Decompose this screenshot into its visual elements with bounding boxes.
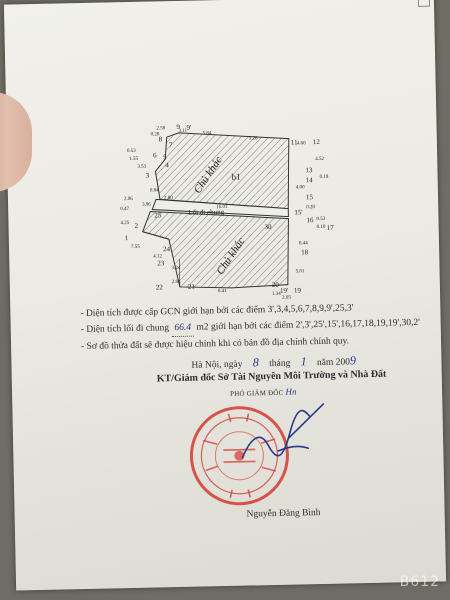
distance-label: 4.25 [120,220,130,227]
distance-label: 3.11 [178,128,188,134]
distance-label: 3.24 [171,265,181,272]
point-label: 18 [301,248,309,257]
point-label: 9' [186,123,192,132]
land-plot-diagram [118,115,352,310]
distance-label: 5.26 [248,136,258,142]
note-shared-path-prefix: - Diện tích lối đi chung [80,323,170,336]
distance-label: 1.34 [271,291,281,298]
distance-label: 4.00 [295,185,305,191]
note-adjustment: - Sơ đồ thửa đất sẽ được hiệu chỉnh khi có bản đồ địa chính chính quy. [80,336,350,353]
date-place: Hà Nội, ngày [191,359,243,371]
document-page [4,0,446,590]
signer-role [230,387,297,398]
distance-label: 2.84 [171,279,181,286]
area-label-b2: Chủ khác [214,235,248,277]
distance-label: 5.01 [295,269,305,275]
note-shared-path-suffix: m2 giới hạn bởi các điểm 2',3',25',15',16,17,18,19,19',30,2' [196,317,421,333]
distance-label: 3.96 [142,202,151,208]
point-label: 19' [279,286,289,295]
distance-label: 3.53 [137,164,147,170]
point-label: 7 [168,141,173,150]
shared-path-area-value: 66.4 [171,320,194,337]
distance-label: 7.55 [130,244,140,250]
date-month: 1 [300,354,307,369]
distance-label: 0.19 [319,174,329,180]
distance-label: 0.53 [316,216,326,223]
point-label: 13 [305,166,313,175]
point-label: 2 [134,221,139,230]
distance-label: 0.47 [120,206,130,213]
distance-label: 2.06 [123,196,133,203]
point-label: 14 [305,176,313,185]
point-label: 19 [293,286,302,295]
point-label: 8 [158,135,163,144]
point-label: 21 [187,282,195,291]
point-label: 12 [312,137,320,147]
distance-label: 0.10 [316,224,326,231]
distance-label: 0.28 [150,132,160,138]
date-year-label: năm 200 [316,357,351,369]
distance-label: 4.12 [153,254,163,260]
distance-label: 5.84 [202,131,212,137]
point-label: 3 [145,171,150,180]
distance-label: 16.01 [216,204,228,211]
signer-role-mark: Hn [285,386,297,397]
distance-label: 0.84 [149,188,159,194]
date-day: 8 [252,355,259,370]
point-label: 16 [306,216,314,225]
date-year-digit: 9 [349,353,357,368]
signer-role-title: PHÓ GIÁM ĐỐC [230,388,284,398]
camera-watermark: B612 [399,574,440,590]
distance-label: 2.58 [156,126,166,132]
point-label: 30 [264,223,272,232]
plot-notes [80,295,450,355]
point-label: 17 [326,223,334,232]
issuing-organization: KT/Giám đốc Sở Tài Nguyên Môi Trường và Nhà Đất [156,368,387,385]
point-label: 6 [153,151,157,160]
point-label: 11 [290,138,298,147]
corridor-label: Lối đi chung [188,208,225,217]
point-label: 9 [176,122,181,131]
signer-name: Nguyễn Đăng Bình [246,508,321,520]
date-month-label: tháng [269,358,291,370]
distance-label: 0.20 [306,205,316,211]
point-label: 20 [271,280,279,290]
note-certified-area: - Diện tích được cấp GCN giới hạn bởi các điểm 3',3,4,5,6,7,8,9,9',25,3' [80,303,354,320]
area-code-b1: b1 [231,171,241,182]
point-label: 4 [165,161,169,170]
point-label: 1 [124,234,129,243]
point-label: 24 [162,245,171,254]
point-label: 23 [157,259,165,268]
point-label: 25 [154,211,162,220]
area-label-b1: Chủ khác [191,154,225,196]
distance-label: 2.80 [163,196,173,202]
point-label: 15 [305,193,314,202]
point-label: 15' [294,208,303,217]
distance-label: 4.60 [296,141,306,147]
distance-label: 8.44 [298,241,308,247]
distance-label: 4.52 [315,156,325,163]
point-label: 5 [163,153,167,162]
distance-label: 0.53 [126,148,136,155]
handwritten-signature [237,398,328,470]
distance-label: 2.05 [282,295,291,301]
distance-label: 8.41 [217,288,227,295]
page-corner-marker [418,0,430,7]
distance-label: 1.55 [129,156,138,162]
point-label: 22 [155,283,163,292]
